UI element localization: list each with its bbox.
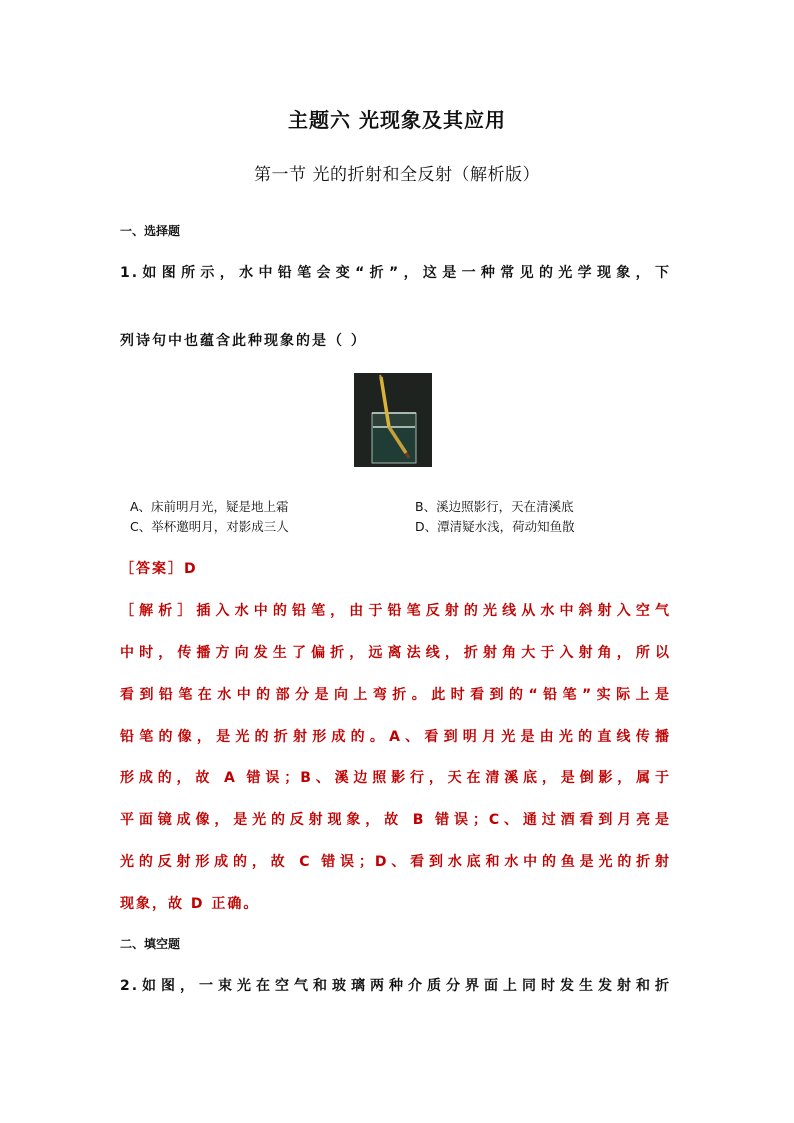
document-subtitle: 第一节 光的折射和全反射（解析版） [254, 165, 540, 185]
option-a: A、床前明月光，疑是地上霜 [130, 499, 289, 514]
question-2-line-1: 2.如图，一束光在空气和玻璃两种介质分界面上同时发生发射和折 [120, 978, 671, 994]
analysis-line-3: 看到铅笔在水中的部分是向上弯折。此时看到的“铅笔”实际上是 [120, 687, 671, 703]
section-heading-choice: 一、选择题 [120, 224, 181, 238]
analysis-line-6: 平面镜成像，是光的反射现象，故 B 错误；C、通过酒看到月亮是 [120, 812, 671, 828]
analysis-line-4: 铅笔的像，是光的折射形成的。A、看到明月光是由光的直线传播 [120, 729, 671, 745]
analysis-line-8: 现象，故 D 正确。 [120, 896, 260, 912]
analysis-line-7: 光的反射形成的，故 C 错误；D、看到水底和水中的鱼是光的折射 [120, 854, 671, 870]
analysis-line-5: 形成的，故 A 错误；B、溪边照影行，天在清溪底，是倒影，属于 [120, 770, 671, 786]
option-c: C、举杯邀明月，对影成三人 [130, 519, 289, 534]
pencil-in-water-illustration [354, 373, 432, 467]
document-title: 主题六 光现象及其应用 [288, 108, 506, 132]
answer-line: ［答案］D [120, 561, 198, 577]
question-1-line-1: 1.如图所示，水中铅笔会变“折”，这是一种常见的光学现象，下 [120, 265, 671, 281]
question-1-line-2: 列诗句中也蕴含此种现象的是（ ） [120, 333, 367, 349]
option-b: B、溪边照影行，天在清溪底 [415, 499, 574, 514]
section-heading-fill-in: 二、填空题 [120, 937, 181, 951]
pencil-in-water-image [354, 373, 432, 467]
option-d: D、潭清疑水浅，荷动知鱼散 [415, 519, 575, 534]
analysis-line-1: ［解析］插入水中的铅笔，由于铅笔反射的光线从水中斜射入空气 [120, 603, 671, 619]
analysis-line-2: 中时，传播方向发生了偏折，远离法线，折射角大于入射角，所以 [120, 645, 671, 661]
